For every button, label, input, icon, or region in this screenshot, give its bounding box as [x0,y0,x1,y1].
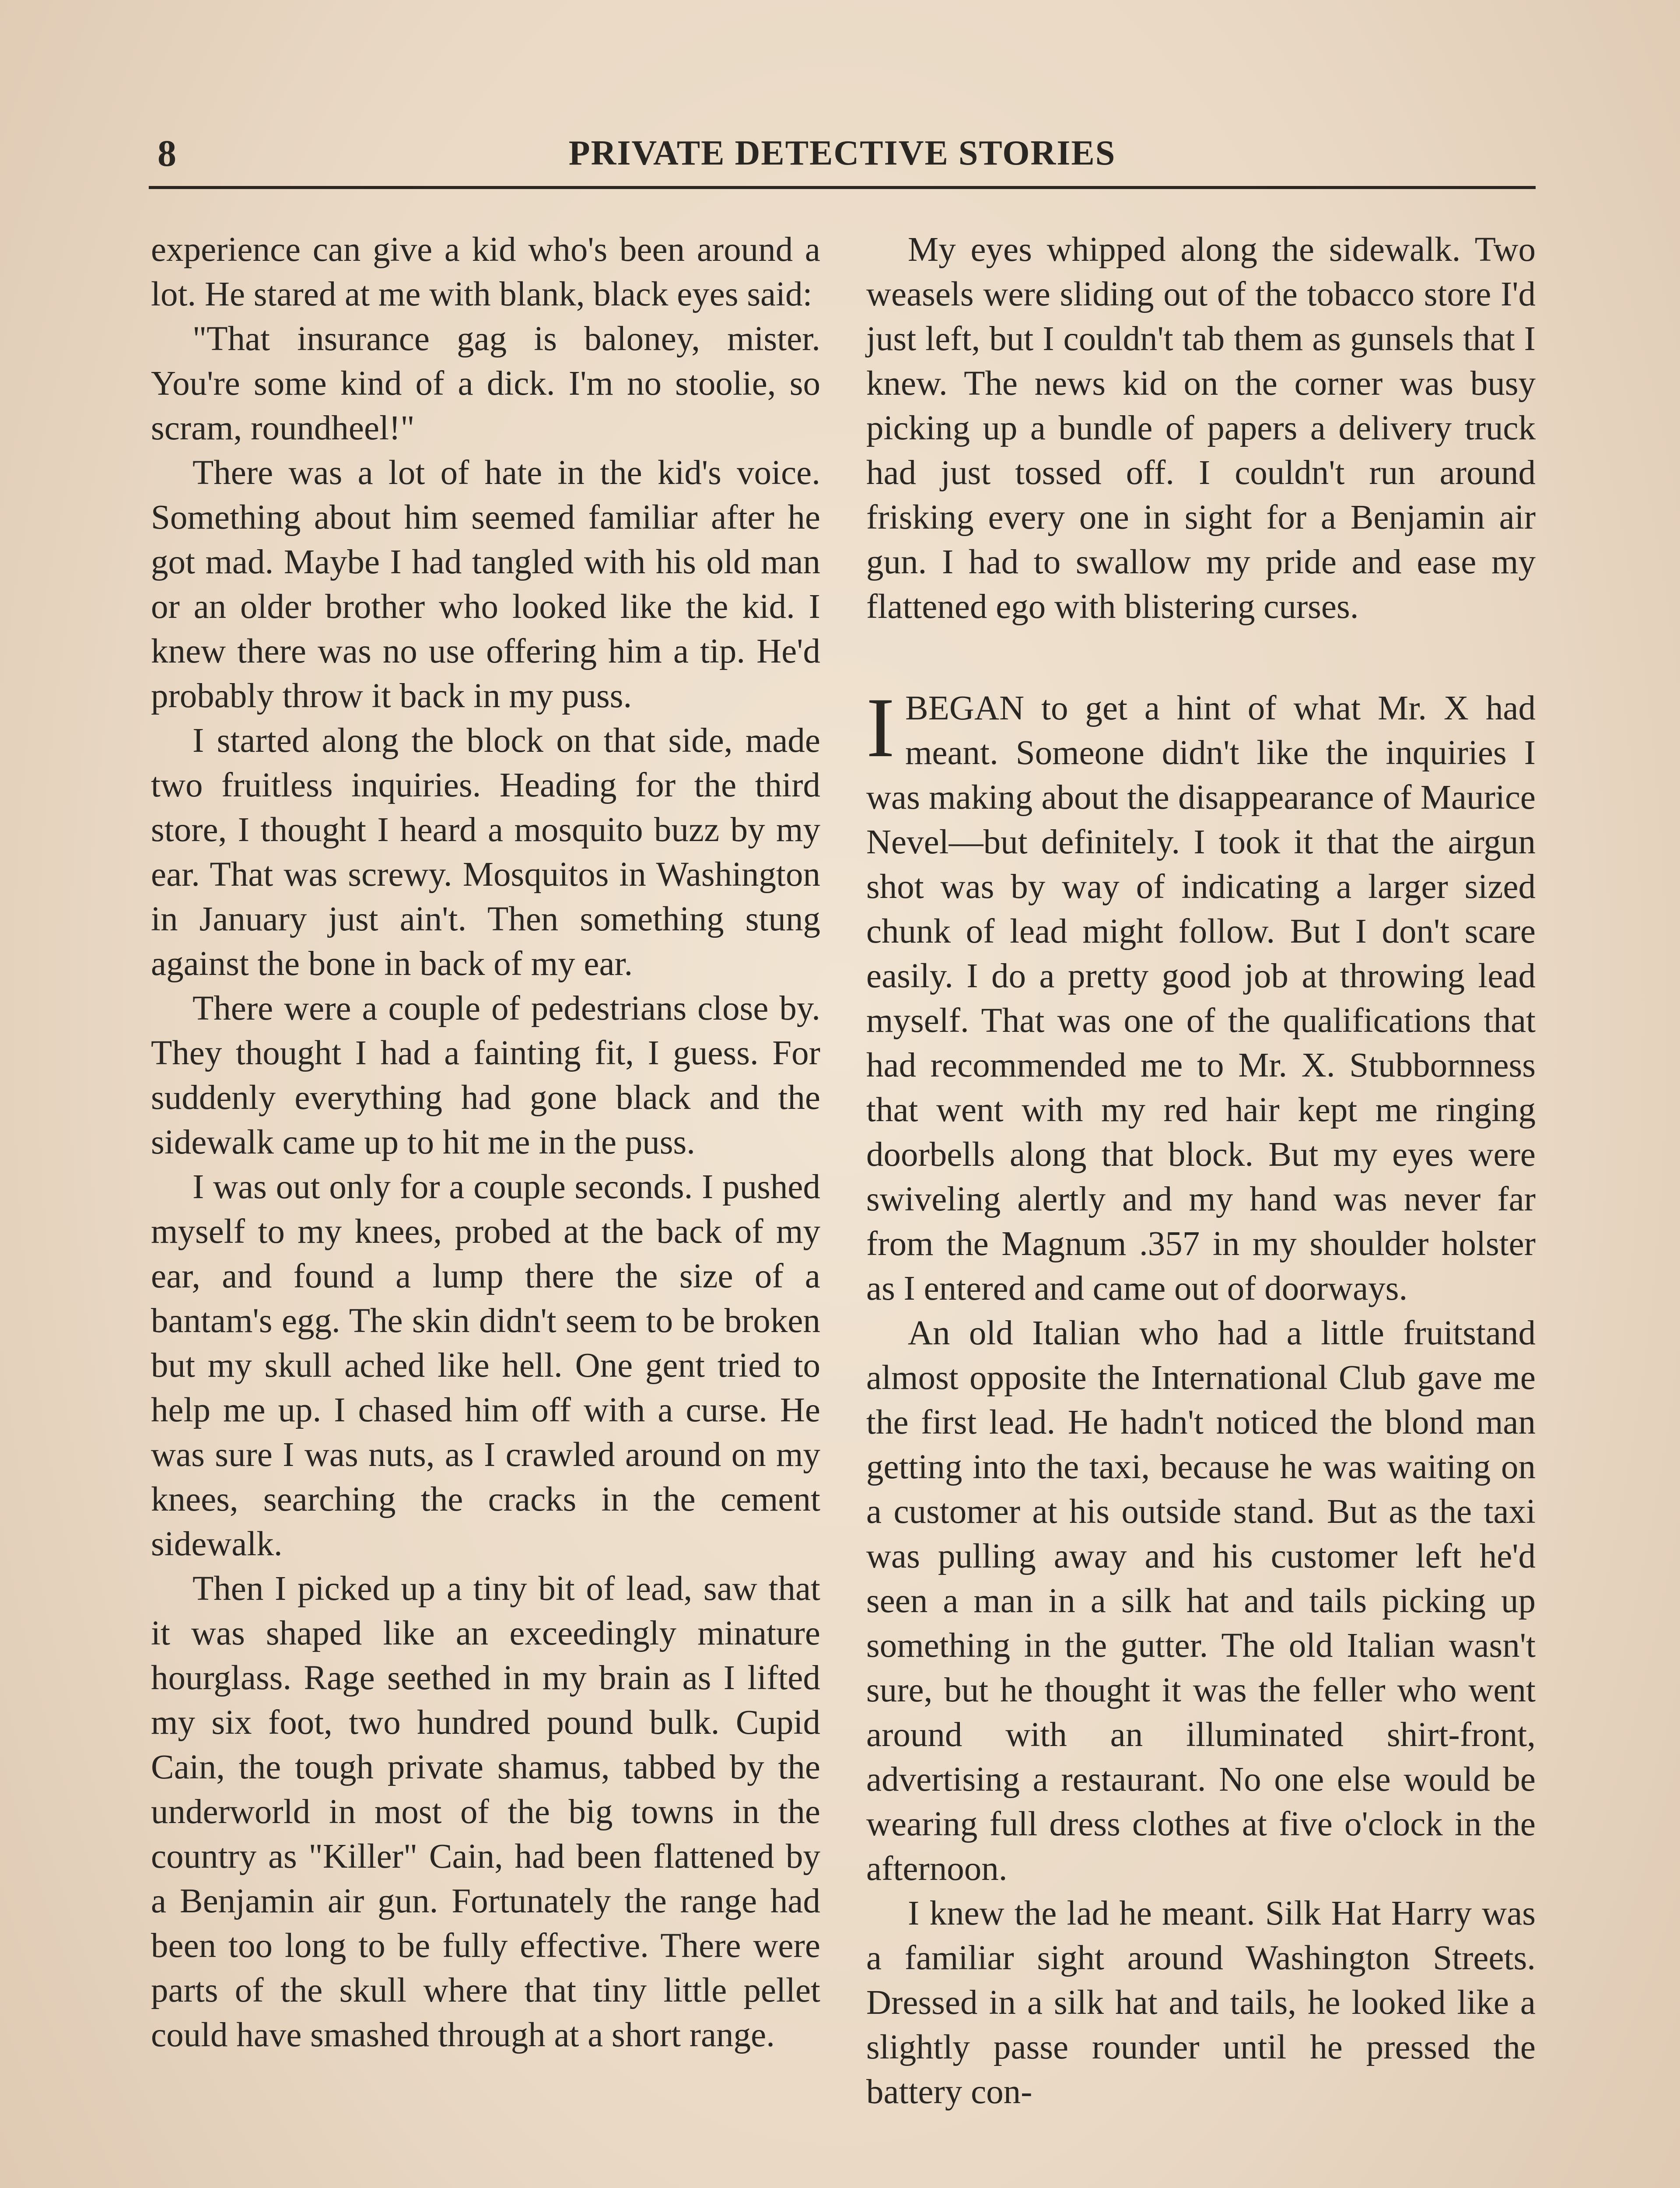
drop-cap-paragraph-text: BEGAN to get a hint of what Mr. X had meant. Someone didn't like the inquiries I was making about the disappearance of Maurice Nevel—but definitely. I took it that the airgun shot was by way of indicating a larger sized chunk of lead might follow. But I don't scare easily. I do a pretty good job at throwing lead myself. That was one of the qualifications that had recommended me to Mr. X. Stubbornness that went with my red hair kept me ringing doorbells along that block. But my eyes were swiveling alertly and my hand was never far from the Magnum .357 in my shoulder holster as I entered and came out of doorways. [866,689,1536,1308]
paragraph: An old Italian who had a little fruitstand almost opposite the International Club gave me the first lead. He hadn't noticed the blond man getting into the taxi, because he was waiting on a customer at his outside stand. But as the taxi was pulling away and his customer left he'd seen a man in a silk hat and tails picking up something in the gutter. The old Italian wasn't sure, but he thought it was the feller who went around with an illuminated shirt-front, advertising a restaurant. No one else would be wearing full dress clothes at five o'clock in the afternoon. [866,1314,1536,1888]
paragraph: There was a lot of hate in the kid's voice. Something about him seemed familiar after he got mad. Maybe I had tangled with his old man or an older brother who looked like the kid. I knew there was no use offering him a tip. He'd probably throw it back in my puss. [151,454,820,715]
paragraph: experience can give a kid who's been around a lot. He stared at me with blank, black eyes said: [151,231,820,313]
running-title: PRIVATE DETECTIVE STORIES [568,134,1116,172]
paragraph: "That insurance gag is baloney, mister. You're some kind of a dick. I'm no stoolie, so scram, roundheel!" [151,320,820,447]
paragraph: I knew the lad he meant. Silk Hat Harry was a familiar sight around Washington Streets. Dressed in a silk hat and tails, he looked like a slightly passe rounder until he pressed the battery con- [866,1894,1536,2111]
drop-cap-paragraph [866,680,1536,1311]
paragraph: My eyes whipped along the sidewalk. Two weasels were sliding out of the tobacco store I'd just left, but I couldn't tab them as gunsels that I knew. The news kid on the corner was busy picking up a bundle of papers a delivery truck had just tossed off. I couldn't run around frisking every one in sight for a Benjamin air gun. I had to swallow my pride and ease my flattened ego with blistering curses. [866,231,1536,626]
paragraph: I was out only for a couple seconds. I pushed myself to my knees, probed at the back of my ear, and found a lump there the size of a bantam's egg. The skin didn't seem to be broken but my skull ached like hell. One gent tried to help me up. I chased him off with a curse. He was sure I was nuts, as I crawled around on my knees, searching the cracks in the cement sidewalk. [151,1168,820,1563]
page-header [149,129,1536,189]
drop-cap: I [866,680,895,775]
paragraph: There were a couple of pedestrians close by. They thought I had a fainting fit, I guess. For suddenly everything had gone black and the sidewalk came up to hit me in the puss. [151,989,820,1161]
paragraph: I started along the block on that side, made two fruitless inquiries. Heading for the third store, I thought I heard a mosquito buzz by my ear. That was screwy. Mosquitos in Washington in January just ain't. Then something stung against the bone in back of my ear. [151,722,820,983]
page-number: 8 [158,132,176,174]
right-column [866,228,1536,2114]
left-column [151,228,820,2058]
section-break [866,629,1536,686]
paragraph: Then I picked up a tiny bit of lead, saw that it was shaped like an exceedingly minature hourglass. Rage seethed in my brain as I lifted my six foot, two hundred pound bulk. Cupid Cain, the tough private shamus, tabbed by the underworld in most of the big towns in the country as "Killer" Cain, had been flattened by a Benjamin air gun. Fortunately the range had been too long to be fully effective. There were parts of the skull where that tiny little pellet could have smashed through at a short range. [151,1570,820,2054]
